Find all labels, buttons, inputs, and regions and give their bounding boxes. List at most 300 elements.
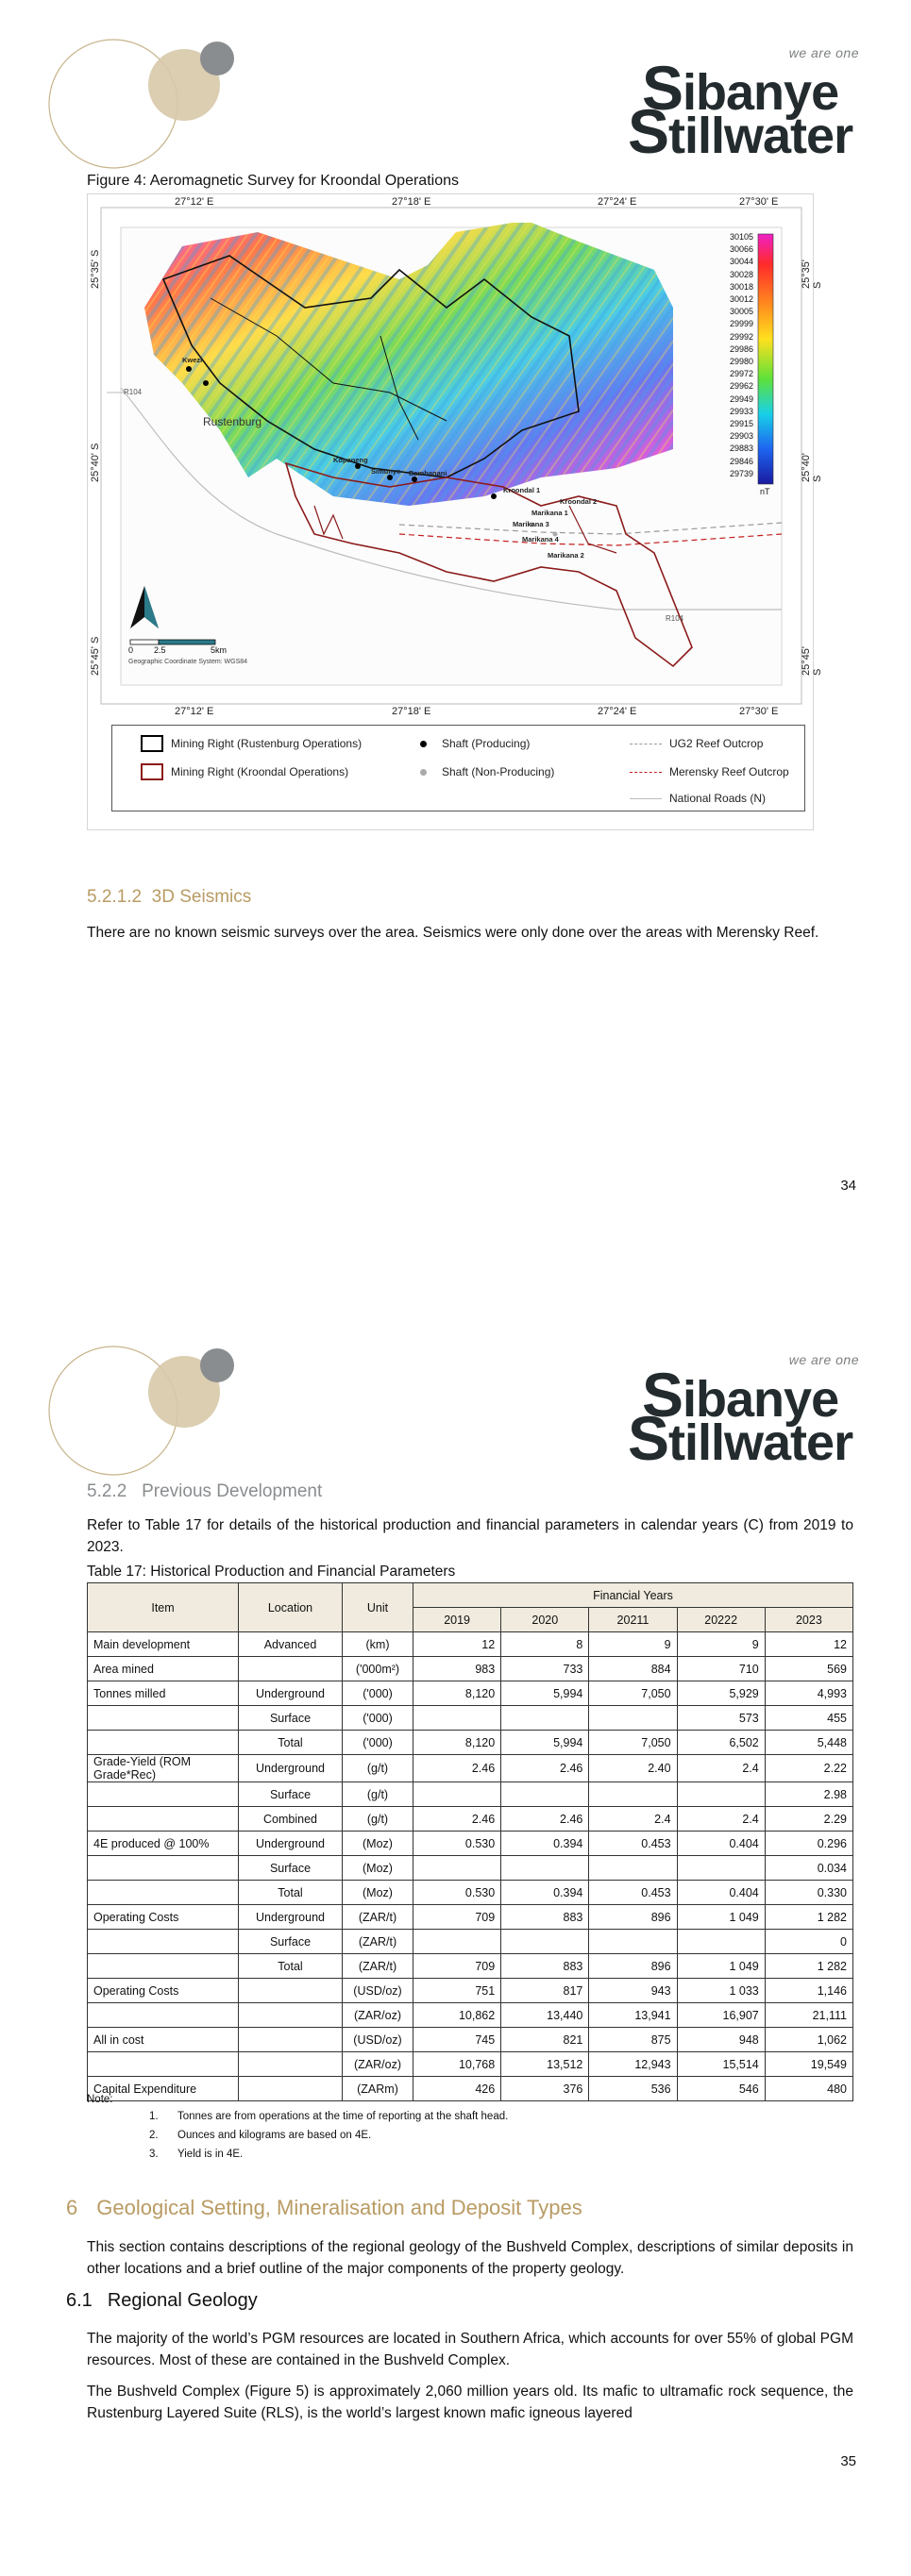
colorbar-unit: nT — [760, 487, 770, 496]
table-cell: (Moz) — [343, 1881, 413, 1905]
colorbar-value: 29915 — [730, 419, 754, 428]
shaft-marker — [203, 380, 209, 386]
coord-top: 27°12' E — [175, 196, 214, 208]
table-cell — [88, 1856, 239, 1881]
legend-item — [141, 763, 348, 780]
legend-label: Mining Right (Kroondal Operations) — [171, 765, 349, 778]
shaft-label: Simunye — [371, 467, 401, 476]
aeromagnetic-map — [87, 193, 823, 830]
table-cell: 983 — [413, 1657, 501, 1681]
page-number: 35 — [840, 2453, 856, 2469]
section-number: 5.2.2 — [87, 1481, 127, 1501]
brand-circles-decoration — [47, 38, 245, 170]
colorbar-value: 30028 — [730, 269, 754, 279]
colorbar-value: 29980 — [730, 357, 754, 366]
table-caption: Table 17: Historical Production and Financial Parameters — [87, 1564, 456, 1580]
table-cell: 883 — [501, 1905, 589, 1930]
table-cell: 16,907 — [677, 2003, 765, 2028]
table-cell: 821 — [501, 2028, 589, 2052]
table-cell: 0.404 — [677, 1832, 765, 1856]
table-cell — [413, 1706, 501, 1731]
legend-label: Shaft (Producing) — [442, 737, 531, 750]
note-item — [149, 2107, 716, 2126]
table-cell — [88, 1731, 239, 1755]
logo-word-stillwater: Stillwater — [628, 1403, 853, 1473]
colorbar-value: 29846 — [730, 456, 754, 466]
table-cell: 10,862 — [413, 2003, 501, 2028]
colorbar-value: 30105 — [730, 232, 754, 242]
coord-right: 25°40' S — [801, 453, 823, 482]
table-cell: 875 — [589, 2028, 677, 2052]
table-cell: Total — [239, 1731, 343, 1755]
colorbar-value: 29883 — [730, 443, 754, 454]
table-cell: 817 — [501, 1979, 589, 2003]
table-cell: 2.98 — [765, 1782, 852, 1807]
scale-label: 2.5 — [154, 645, 166, 655]
table-cell: 546 — [677, 2077, 765, 2101]
table-cell: 6,502 — [677, 1731, 765, 1755]
table-cell: 0.404 — [677, 1881, 765, 1905]
coord-top: 27°18' E — [392, 196, 431, 208]
table-cell: All in cost — [88, 2028, 239, 2052]
table-row — [88, 1905, 853, 1930]
coord-left: 25°40' S — [90, 443, 101, 482]
shaft-marker — [491, 493, 497, 499]
table-cell — [677, 1782, 765, 1807]
table-row — [88, 1954, 853, 1979]
table-cell: 4,993 — [765, 1681, 852, 1706]
colorbar — [758, 234, 773, 484]
shaft-label: Kwezi — [182, 356, 203, 364]
table-cell: 0.530 — [413, 1832, 501, 1856]
table-cell — [677, 1856, 765, 1881]
colorbar-value: 30012 — [730, 294, 754, 304]
legend-label: Merensky Reef Outcrop — [669, 765, 789, 778]
note-label: Note: — [87, 2094, 113, 2105]
coord-top: 27°24' E — [598, 196, 637, 208]
regional-geology-paragraph-2: The Bushveld Complex (Figure 5) is approximately 2,060 million years old. Its mafic to ultramafic rock sequence, the Rustenburg Layered Suite (RLS), is the world’s largest known mafic igneous layered — [87, 2384, 853, 2421]
table-cell: Surface — [239, 1856, 343, 1881]
table-cell: 943 — [589, 1979, 677, 2003]
table-cell: 13,512 — [501, 2052, 589, 2077]
colorbar-value: 30005 — [730, 307, 754, 317]
table-cell: 709 — [413, 1905, 501, 1930]
table-cell: Underground — [239, 1832, 343, 1856]
note-number: 2. — [149, 2130, 159, 2141]
table-row — [88, 1731, 853, 1755]
table-cell: Tonnes milled — [88, 1681, 239, 1706]
table-cell — [88, 1954, 239, 1979]
table-cell: (Moz) — [343, 1856, 413, 1881]
table-cell: 10,768 — [413, 2052, 501, 2077]
table-cell — [88, 1782, 239, 1807]
table-cell — [88, 2052, 239, 2077]
table-cell: 1,062 — [765, 2028, 852, 2052]
table-cell: 5,994 — [501, 1681, 589, 1706]
table-cell — [88, 1807, 239, 1832]
table-cell: 733 — [501, 1657, 589, 1681]
table-row — [88, 1657, 853, 1681]
road-label: R104 — [666, 614, 684, 623]
table-cell: Total — [239, 1954, 343, 1979]
table-row — [88, 1706, 853, 1731]
table-cell: Grade-Yield (ROM Grade*Rec) — [88, 1755, 239, 1782]
table-cell: 8,120 — [413, 1681, 501, 1706]
legend-item — [630, 737, 763, 750]
logo-word-stillwater: Stillwater — [628, 96, 853, 166]
table-cell — [589, 1930, 677, 1954]
note-item — [149, 2145, 716, 2164]
legend-swatch — [420, 741, 427, 747]
colorbar-value: 30066 — [730, 244, 754, 255]
table-cell: 8 — [501, 1632, 589, 1657]
colorbar-value: 30018 — [730, 281, 754, 292]
table-cell: 7,050 — [589, 1731, 677, 1755]
legend-item — [413, 737, 530, 750]
column-header: Item — [88, 1583, 239, 1632]
historical-production-table — [87, 1582, 853, 2101]
mine-label: Marikana 1 — [531, 509, 568, 517]
table-cell: 0.394 — [501, 1881, 589, 1905]
table-cell: 745 — [413, 2028, 501, 2052]
table-cell — [413, 1782, 501, 1807]
note-number: 3. — [149, 2149, 159, 2160]
table-cell: (ZAR/t) — [343, 1930, 413, 1954]
table-cell: 536 — [589, 2077, 677, 2101]
legend-swatch — [630, 772, 662, 773]
table-cell: (g/t) — [343, 1782, 413, 1807]
table-cell — [413, 1856, 501, 1881]
table-cell: ('000) — [343, 1706, 413, 1731]
year-header: 2020 — [501, 1608, 589, 1632]
table-cell: 9 — [589, 1632, 677, 1657]
column-header: Financial Years — [413, 1583, 853, 1608]
table-cell: 2.46 — [413, 1755, 501, 1782]
table-cell: Advanced — [239, 1632, 343, 1657]
legend-label: National Roads (N) — [669, 792, 767, 805]
table-cell — [239, 1657, 343, 1681]
table-row — [88, 2003, 853, 2028]
table-cell: 1 282 — [765, 1905, 852, 1930]
table-cell: 0.330 — [765, 1881, 852, 1905]
table-cell: 2.4 — [677, 1755, 765, 1782]
table-cell: Underground — [239, 1681, 343, 1706]
sibanye-stillwater-logo — [628, 45, 859, 166]
legend-item — [413, 765, 554, 778]
section-heading-regional-geology — [66, 2290, 258, 2312]
table-row — [88, 1832, 853, 1856]
table-cell: (Moz) — [343, 1832, 413, 1856]
map-graphic — [88, 194, 815, 723]
table-cell: 480 — [765, 2077, 852, 2101]
table-cell: 2.22 — [765, 1755, 852, 1782]
table-row — [88, 1807, 853, 1832]
table-cell: 13,440 — [501, 2003, 589, 2028]
logo-tagline: we are one — [788, 1352, 859, 1367]
mine-label: Marikana 4 — [522, 535, 559, 544]
section-number: 6.1 — [66, 2290, 93, 2311]
table-cell: (ZAR/oz) — [343, 2003, 413, 2028]
colorbar-value: 29999 — [730, 319, 754, 329]
coord-system-label: Geographic Coordinate System: WGS84 — [128, 659, 248, 665]
place-label-rustenburg: Rustenburg — [203, 415, 262, 428]
table-cell — [501, 1856, 589, 1881]
colorbar-value: 29739 — [730, 468, 754, 478]
shaft-label: Kroondal 1 — [503, 486, 541, 494]
table-cell: 2.29 — [765, 1807, 852, 1832]
table-cell — [589, 1856, 677, 1881]
table-cell: Surface — [239, 1706, 343, 1731]
chapter-title: Geological Setting, Mineralisation and Deposit Types — [96, 2196, 582, 2219]
table-cell: 4E produced @ 100% — [88, 1832, 239, 1856]
section-heading-3d-seismics — [87, 887, 251, 908]
chapter-number: 6 — [66, 2196, 78, 2219]
table-cell: 426 — [413, 2077, 501, 2101]
table-cell: 13,941 — [589, 2003, 677, 2028]
scale-label: 5km — [211, 645, 228, 655]
table-row — [88, 2028, 853, 2052]
mine-label: Kroondal 2 — [560, 497, 598, 506]
table-cell: (ZAR/t) — [343, 1905, 413, 1930]
table-cell — [239, 2052, 343, 2077]
table-row — [88, 2077, 853, 2101]
table-cell — [88, 1930, 239, 1954]
table-cell: 1 033 — [677, 1979, 765, 2003]
table-cell: 569 — [765, 1657, 852, 1681]
table-cell — [501, 1930, 589, 1954]
coord-bottom: 27°30' E — [739, 706, 779, 717]
legend-item — [141, 735, 362, 752]
table-cell: 15,514 — [677, 2052, 765, 2077]
table-cell: ('000) — [343, 1681, 413, 1706]
note-number: 1. — [149, 2111, 159, 2122]
coord-bottom: 27°24' E — [598, 706, 637, 717]
regional-geology-paragraph-1: The majority of the world’s PGM resources are located in Southern Africa, which accounts for over 55% of global PGM resources. Most of these are contained in the Bushveld Complex. — [87, 2331, 853, 2368]
table-notes — [87, 2094, 509, 2160]
table-row — [88, 1856, 853, 1881]
table-cell — [239, 2028, 343, 2052]
page-34 — [0, 0, 911, 1264]
colorbar-value: 29949 — [730, 393, 754, 404]
table-cell: 0.453 — [589, 1881, 677, 1905]
table-row — [88, 1632, 853, 1657]
road-label: R104 — [124, 388, 143, 396]
figure-caption: Figure 4: Aeromagnetic Survey for Kroondal Operations — [87, 173, 459, 189]
column-header: Location — [239, 1583, 343, 1632]
logo-word-sibanye: Sibanye — [642, 53, 839, 123]
table-cell: (ZARm) — [343, 2077, 413, 2101]
table-cell: 455 — [765, 1706, 852, 1731]
table-cell: 0.530 — [413, 1881, 501, 1905]
table-cell: Main development — [88, 1632, 239, 1657]
table-cell: 2.40 — [589, 1755, 677, 1782]
shaft-marker — [186, 366, 192, 372]
note-text: Yield is in 4E. — [177, 2149, 244, 2160]
table-cell: 2.46 — [501, 1807, 589, 1832]
chapter-heading-geological-setting — [66, 2196, 582, 2220]
table-cell — [88, 1881, 239, 1905]
table-cell: 12 — [413, 1632, 501, 1657]
page-35 — [0, 1316, 911, 2576]
table-cell: 376 — [501, 2077, 589, 2101]
table-cell — [501, 1782, 589, 1807]
table-cell: 1 282 — [765, 1954, 852, 1979]
section-title: Regional Geology — [107, 2290, 258, 2311]
year-header: 2019 — [413, 1608, 501, 1632]
table-cell: 2.4 — [589, 1807, 677, 1832]
year-header: 20211 — [589, 1608, 677, 1632]
legend-label: UG2 Reef Outcrop — [669, 737, 764, 750]
legend-label: Shaft (Non-Producing) — [442, 765, 555, 778]
table-cell: 12 — [765, 1632, 852, 1657]
note-item — [149, 2126, 716, 2145]
table-cell: 0.296 — [765, 1832, 852, 1856]
table-cell: 0.453 — [589, 1832, 677, 1856]
section-number: 5.2.1.2 — [87, 887, 143, 907]
table-cell: 19,549 — [765, 2052, 852, 2077]
shaft-label: Kopaneng — [333, 456, 368, 464]
sibanye-stillwater-logo — [628, 1352, 859, 1473]
table-cell: 2.46 — [501, 1755, 589, 1782]
table-cell: 5,994 — [501, 1731, 589, 1755]
table-row — [88, 1782, 853, 1807]
logo-tagline: we are one — [788, 45, 859, 60]
table-cell: 709 — [413, 1954, 501, 1979]
legend-item — [630, 765, 789, 778]
colorbar-value: 30044 — [730, 257, 754, 267]
table-cell: 884 — [589, 1657, 677, 1681]
chapter-intro-paragraph: This section contains descriptions of the regional geology of the Bushveld Complex, descriptions of similar deposits in other locations and a brief outline of the major components of the property geology. — [87, 2239, 853, 2277]
legend-swatch — [630, 798, 662, 799]
brand-circles-decoration — [47, 1345, 245, 1477]
legend-label: Mining Right (Rustenburg Operations) — [171, 737, 363, 750]
mine-label: Marikana 2 — [548, 551, 584, 560]
table-header-row — [88, 1583, 853, 1608]
coord-right: 25°35' S — [801, 259, 823, 289]
table-row — [88, 1755, 853, 1782]
table-cell: 7,050 — [589, 1681, 677, 1706]
logo-word-sibanye: Sibanye — [642, 1360, 839, 1430]
year-header: 2023 — [765, 1608, 852, 1632]
table-row — [88, 1881, 853, 1905]
coord-bottom: 27°12' E — [175, 706, 214, 717]
scale-bar — [130, 640, 215, 644]
section-title: 3D Seismics — [151, 887, 252, 907]
table-cell: 0.394 — [501, 1832, 589, 1856]
legend-item — [630, 792, 766, 805]
table-row — [88, 1979, 853, 2003]
table-cell: 883 — [501, 1954, 589, 1979]
coord-top: 27°30' E — [739, 196, 779, 208]
legend-swatch — [141, 763, 163, 780]
table-row — [88, 1930, 853, 1954]
table-cell: 5,929 — [677, 1681, 765, 1706]
table-cell: Combined — [239, 1807, 343, 1832]
column-header: Unit — [343, 1583, 413, 1632]
table-cell: Underground — [239, 1755, 343, 1782]
section-title: Previous Development — [142, 1481, 323, 1501]
table-cell: 0 — [765, 1930, 852, 1954]
table-cell: Capital Expenditure — [88, 2077, 239, 2101]
coord-left: 25°35' S — [90, 249, 101, 289]
table-cell: Operating Costs — [88, 1905, 239, 1930]
table-cell: (ZAR/oz) — [343, 2052, 413, 2077]
table-cell: 896 — [589, 1954, 677, 1979]
seismics-paragraph: There are no known seismic surveys over the area. Seismics were only done over the areas with Merensky Reef. — [87, 925, 819, 941]
table-cell: 573 — [677, 1706, 765, 1731]
table-cell — [239, 1979, 343, 2003]
table-cell: Area mined — [88, 1657, 239, 1681]
scale-label: 0 — [128, 645, 134, 655]
coord-right: 25°45' S — [801, 646, 823, 676]
table-cell: (ZAR/t) — [343, 1954, 413, 1979]
table-cell: 5,448 — [765, 1731, 852, 1755]
table-cell: 2.46 — [413, 1807, 501, 1832]
table-cell — [413, 1930, 501, 1954]
table-cell: 2.4 — [677, 1807, 765, 1832]
colorbar-value: 29933 — [730, 406, 754, 416]
page-gap — [0, 1264, 911, 1316]
table-cell: 0.034 — [765, 1856, 852, 1881]
table-cell: 1,146 — [765, 1979, 852, 2003]
table-cell: Underground — [239, 1905, 343, 1930]
shaft-label: Bambanani — [409, 469, 447, 477]
table-cell: (USD/oz) — [343, 1979, 413, 2003]
table-cell: Surface — [239, 1782, 343, 1807]
table-row — [88, 2052, 853, 2077]
colorbar-value: 29962 — [730, 381, 754, 392]
table-cell — [88, 2003, 239, 2028]
table-cell: (USD/oz) — [343, 2028, 413, 2052]
table-cell: (g/t) — [343, 1807, 413, 1832]
table-cell — [589, 1706, 677, 1731]
table-cell: (g/t) — [343, 1755, 413, 1782]
table-cell: 948 — [677, 2028, 765, 2052]
table-cell — [677, 1930, 765, 1954]
table-body — [88, 1632, 853, 2101]
table-cell — [239, 2077, 343, 2101]
table-cell — [589, 1782, 677, 1807]
table-cell: Operating Costs — [88, 1979, 239, 2003]
table-cell: 12,943 — [589, 2052, 677, 2077]
notes-list — [149, 2107, 716, 2164]
note-text: Tonnes are from operations at the time of reporting at the shaft head. — [177, 2111, 509, 2122]
note-text: Ounces and kilograms are based on 4E. — [177, 2130, 372, 2141]
legend-swatch — [420, 769, 427, 776]
table-cell: 1 049 — [677, 1954, 765, 1979]
table-cell: Total — [239, 1881, 343, 1905]
table-row — [88, 1681, 853, 1706]
table-cell: 1 049 — [677, 1905, 765, 1930]
section-heading-previous-development — [87, 1481, 322, 1502]
table-cell: 8,120 — [413, 1731, 501, 1755]
table-cell — [88, 1706, 239, 1731]
legend-swatch — [141, 735, 163, 752]
table-cell: Surface — [239, 1930, 343, 1954]
table-cell — [501, 1706, 589, 1731]
table-cell: 896 — [589, 1905, 677, 1930]
year-header: 20222 — [677, 1608, 765, 1632]
colorbar-value: 29972 — [730, 369, 754, 379]
map-legend — [111, 725, 805, 811]
colorbar-value: 29992 — [730, 331, 754, 342]
colorbar-value: 29903 — [730, 431, 754, 442]
colorbar-value: 29986 — [730, 343, 754, 354]
table-cell: 9 — [677, 1632, 765, 1657]
table-cell: ('000m²) — [343, 1657, 413, 1681]
table-cell: 751 — [413, 1979, 501, 2003]
table-cell: (km) — [343, 1632, 413, 1657]
